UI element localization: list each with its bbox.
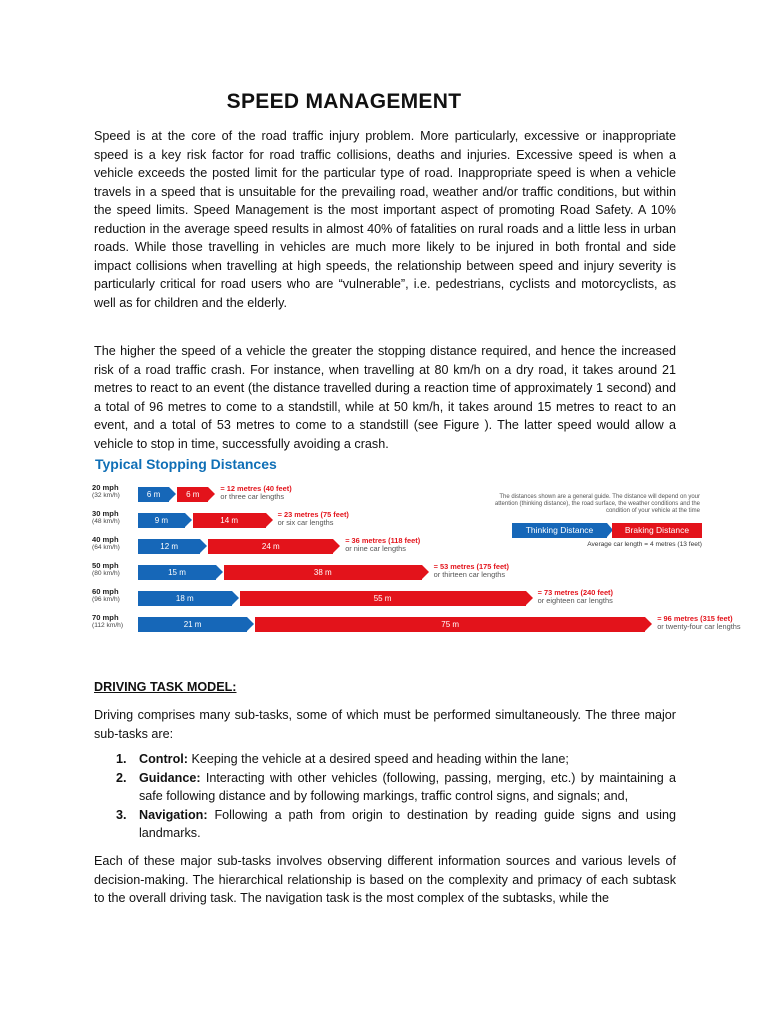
list-item: 3. Navigation: Following a path from origin to destination by reading guide signs and using landmarks.: [116, 807, 676, 840]
chart-row: [92, 587, 704, 606]
bar-arrow: [526, 591, 533, 605]
thinking-distance-bar: 6 m: [138, 487, 169, 502]
chart-row: [92, 561, 704, 580]
stopping-distance-paragraph: The higher the speed of a vehicle the greater the stopping distance required, and hence the increased risk of a road traffic crash. For instance, when travelling at 80 km/h on a dry road, it takes around 21 metres to react to an event (the distance travelled during a reaction time of approximately 1 second) and a total of 96 metres to come to a standstill, while at 50 km/h, it takes around 15 metres to react to an event, and a total of 53 metres to come to a standstill (see Figure ). The latter speed would allow a vehicle to stop in time, successfully avoiding a crash.: [94, 344, 676, 451]
bar-arrow: [232, 591, 239, 605]
bar-arrow: [216, 565, 223, 579]
chart-row: [92, 483, 704, 502]
total-distance-label: = 53 metres (175 feet) or thirteen car lengths: [433, 562, 509, 580]
bar-arrow: [185, 513, 192, 527]
bar-arrow: [200, 539, 207, 553]
bar-arrow: [169, 487, 176, 501]
list-item: 1. Control: Keeping the vehicle at a desired speed and heading within the lane;: [116, 752, 569, 766]
section-heading: DRIVING TASK MODEL:: [94, 680, 237, 694]
speed-label: 40 mph (64 km/h): [92, 535, 120, 551]
bar-arrow: [266, 513, 273, 527]
car-length-note: Average car length = 4 metres (13 feet): [587, 541, 702, 548]
chart-row: [92, 535, 704, 554]
thinking-distance-bar: 18 m: [138, 591, 232, 606]
total-distance-label: = 12 metres (40 feet) or three car lengths: [220, 484, 292, 502]
total-distance-label: = 36 metres (118 feet) or nine car lengths: [345, 536, 421, 554]
braking-distance-bar: 75 m: [255, 617, 645, 632]
speed-label: 60 mph (96 km/h): [92, 587, 120, 603]
legend-thinking: Thinking Distance: [512, 523, 607, 538]
closing-paragraph: Each of these major sub-tasks involves observing different information sources and various levels of decision-making. The hierarchical relationship is based on the complexity and primacy of each subtask to the overall driving task. The navigation task is the most complex of the subtasks, while the: [94, 854, 676, 905]
bar-arrow: [208, 487, 215, 501]
braking-distance-bar: 24 m: [208, 539, 333, 554]
page-title: SPEED MANAGEMENT: [226, 90, 462, 113]
thinking-distance-bar: 12 m: [138, 539, 200, 554]
chart-row: [92, 613, 741, 632]
list-item: 2. Guidance: Interacting with other vehicles (following, passing, merging, etc.) by maintaining a safe following distance and by following markings, traffic control signs, and signals; and,: [116, 770, 676, 803]
speed-label: 50 mph (80 km/h): [92, 561, 120, 577]
total-distance-label: = 73 metres (240 feet) or eighteen car lengths: [537, 588, 613, 606]
chart-title: Typical Stopping Distances: [95, 456, 277, 472]
braking-distance-bar: 55 m: [240, 591, 526, 606]
chart-note: The distances shown are a general guide. The distance will depend on your attention (thinking distance), the road surface, the weather conditions and the condition of your vehicle at the time: [494, 494, 700, 514]
total-distance-label: = 23 metres (75 feet) or six car lengths: [277, 510, 349, 528]
bar-arrow: [645, 617, 652, 631]
subtasks-intro: Driving comprises many sub-tasks, some of which must be performed simultaneously. The three major sub-tasks are:: [94, 708, 676, 741]
thinking-distance-bar: 15 m: [138, 565, 216, 580]
chart-row: [92, 509, 704, 528]
braking-distance-bar: 6 m: [177, 487, 208, 502]
intro-paragraph: Speed is at the core of the road traffic injury problem. More particularly, excessive or inappropriate speed is a key risk factor for road traffic collisions, deaths and injuries. Excessive speed is when a vehicle exceeds the posted limit for the particular type of road. Inappropriate speed is when a vehicle travels in a speed that is unsuitable for the prevailing road, weather and/or traffic conditions, but within the speed limits. Speed Management is the most important aspect of promoting Road Safety. A 10% reduction in the average speed results in almost 40% of fatalities on rural roads and a little less in urban roads. While those travelling in vehicles are much more likely to be injured in both frontal and side impact collisions when travelling at high speeds, the relationship between speed and injury severity is particularly critical for road users who are “vulnerable”, i.e. pedestrians, cyclists and motorcyclists, as well as for children and the elderly.: [94, 129, 676, 310]
speed-label: 20 mph (32 km/h): [92, 483, 120, 499]
stopping-distance-chart: [92, 456, 741, 636]
bar-arrow: [333, 539, 340, 553]
total-distance-label: = 96 metres (315 feet) or twenty-four car lengths: [657, 614, 741, 632]
braking-distance-bar: 14 m: [193, 513, 266, 528]
thinking-distance-bar: 21 m: [138, 617, 247, 632]
speed-label: 30 mph (48 km/h): [92, 509, 120, 525]
bar-arrow: [422, 565, 429, 579]
bar-arrow: [247, 617, 254, 631]
speed-label: 70 mph (112 km/h): [92, 613, 124, 629]
legend-braking: Braking Distance: [612, 523, 702, 538]
thinking-distance-bar: 9 m: [138, 513, 185, 528]
subtask-list: [94, 750, 676, 843]
braking-distance-bar: 38 m: [224, 565, 422, 580]
